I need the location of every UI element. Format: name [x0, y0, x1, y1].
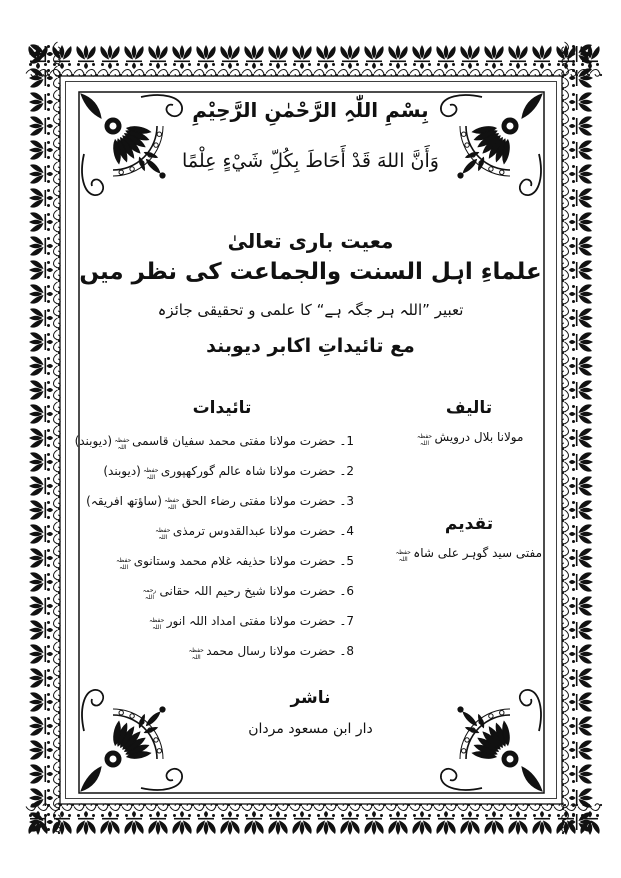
- endorsement-item: 8۔ حضرت مولانا رسال محمدحفظہ اللہ: [188, 644, 354, 661]
- title-line-2: علماءِ اہل السنت والجماعت کی نظر میں: [79, 259, 542, 285]
- foreword-heading: تقدیم: [444, 514, 494, 534]
- rahimahullah-mark: رحمہ اللہ: [142, 587, 157, 601]
- bismillah-calligraphy: بِسْمِ اللّٰہِ الرَّحْمٰنِ الرَّحِیْمِ: [192, 98, 429, 122]
- foreword-author-name: مفتی سید گوہر علی شاہحفظہ اللہ: [395, 546, 542, 563]
- quran-verse: وَأَنَّ اللهَ قَدْ أَحَاطَ بِكُلِّ شَيْءٍ عِلْمًا: [182, 150, 439, 172]
- endorsement-list: [74, 426, 354, 666]
- endorsements-heading: تائیدات: [192, 398, 252, 418]
- publisher-heading: ناشر: [290, 688, 331, 708]
- hifzahullah-mark: حفظہ اللہ: [155, 527, 171, 541]
- author-name: مولانا بلال درویشحفظہ اللہ: [416, 430, 524, 447]
- subtitle: تعبیر ”اللہ ہر جگہ ہے“ کا علمی و تحقیقی جائزہ: [157, 301, 464, 319]
- title-line-4: مع تائیداتِ اکابر دیوبند: [206, 335, 415, 357]
- hifzahullah-mark: حفظہ اللہ: [143, 467, 159, 481]
- endorsement-item: 7۔ حضرت مولانا مفتی امداد اللہ انورحفظہ اللہ: [149, 614, 354, 631]
- hifzahullah-mark: حفظہ اللہ: [416, 433, 433, 447]
- endorsement-item: 4۔ حضرت مولانا عبدالقدوس ترمذیحفظہ اللہ: [155, 524, 354, 541]
- hifzahullah-mark: حفظہ اللہ: [116, 557, 132, 571]
- hifzahullah-mark: حفظہ اللہ: [164, 497, 180, 511]
- endorsement-item: 6۔ حضرت مولانا شیخ رحیم اللہ حقانیرحمہ اللہ: [142, 584, 354, 601]
- endorsement-item: 1۔ حضرت مولانا مفتی محمد سفیان قاسمیحفظہ اللہ(دیوبند): [74, 434, 354, 451]
- title-line-1: معیت باری تعالیٰ: [227, 229, 394, 253]
- hifzahullah-mark: حفظہ اللہ: [188, 647, 204, 661]
- publisher-name: دار ابن مسعود مردان: [248, 721, 373, 737]
- endorsements-section: [74, 398, 354, 666]
- endorsement-item: 2۔ حضرت مولانا شاہ عالم گورکھپوریحفظہ اللہ(دیوبند): [103, 464, 354, 481]
- endorsement-item: 5۔ حضرت مولانا حذیفہ غلام محمد وستانویحفظہ اللہ: [116, 554, 354, 571]
- hifzahullah-mark: حفظہ اللہ: [114, 437, 130, 451]
- hifzahullah-mark: حفظہ اللہ: [149, 617, 165, 631]
- hifzahullah-mark: حفظہ اللہ: [395, 549, 411, 563]
- endorsement-item: 3۔ حضرت مولانا مفتی رضاء الحقحفظہ اللہ(ساؤتھ افریقہ): [86, 494, 354, 511]
- author-heading: تالیف: [445, 398, 493, 418]
